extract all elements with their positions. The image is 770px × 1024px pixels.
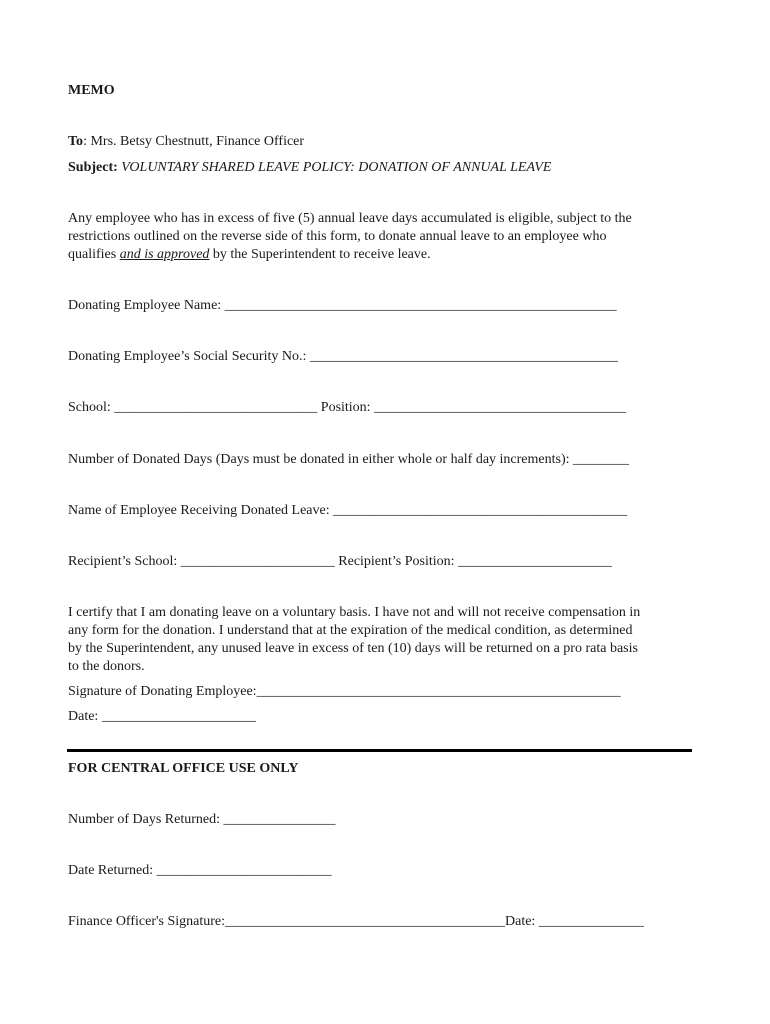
intro-line-3	[68, 246, 431, 264]
to-value: : Mrs. Betsy Chestnutt, Finance Officer	[83, 134, 305, 149]
subject-value: VOLUNTARY SHARED LEAVE POLICY: DONATION OF ANNUAL LEAVE	[121, 160, 552, 175]
finance-date-field[interactable]: Date: _______________	[505, 914, 644, 929]
certification-line-4: to the donors.	[68, 659, 145, 674]
recipient-school-field[interactable]: Recipient’s School: ______________________	[68, 554, 335, 569]
memo-heading: MEMO	[68, 83, 115, 98]
receiving-employee-name-field[interactable]: Name of Employee Receiving Donated Leave: __________________________________________	[68, 503, 628, 518]
intro-line-2: restrictions outlined on the reverse side of this form, to donate annual leave to an employee who	[68, 229, 607, 244]
donor-signature-field[interactable]: Signature of Donating Employee:____________________________________________________	[68, 684, 621, 699]
subject-label: Subject:	[68, 160, 118, 175]
recipient-row	[68, 553, 612, 571]
school-field[interactable]: School: _____________________________	[68, 400, 318, 415]
recipient-position-field[interactable]: Recipient’s Position: ______________________	[338, 554, 613, 569]
days-returned-field[interactable]: Number of Days Returned: ________________	[68, 812, 336, 827]
section-divider	[67, 749, 692, 752]
finance-officer-signature-field[interactable]: Finance Officer's Signature:________________________________________	[68, 914, 505, 929]
donor-date-field[interactable]: Date: ______________________	[68, 709, 256, 724]
certification-line-1: I certify that I am donating leave on a voluntary basis. I have not and will not receive compensation in	[68, 605, 641, 620]
intro-line-3-end: by the Superintendent to receive leave.	[209, 247, 431, 262]
position-field[interactable]: Position: ____________________________________	[320, 400, 627, 415]
intro-line-1: Any employee who has in excess of five (5) annual leave days accumulated is eligible, subject to the	[68, 211, 632, 226]
to-line	[68, 133, 304, 151]
donating-employee-ssn-field[interactable]: Donating Employee’s Social Security No.: ____________________________________________	[68, 349, 618, 364]
central-office-heading: FOR CENTRAL OFFICE USE ONLY	[68, 761, 299, 776]
to-label: To	[68, 134, 84, 149]
donating-employee-name-field[interactable]: Donating Employee Name: ________________________________________________________	[68, 298, 617, 313]
approved-emphasis: and is approved	[119, 247, 210, 262]
date-returned-field[interactable]: Date Returned: _________________________	[68, 863, 332, 878]
certification-line-2: any form for the donation. I understand that at the expiration of the medical condition, as determined	[68, 623, 633, 638]
certification-line-3: by the Superintendent, any unused leave in excess of ten (10) days will be returned on a pro rata basis	[68, 641, 638, 656]
subject-line	[68, 159, 551, 177]
finance-row	[68, 913, 644, 931]
donated-days-field[interactable]: Number of Donated Days (Days must be donated in either whole or half day increments): ________	[68, 452, 630, 467]
intro-line-3-start: qualifies	[68, 247, 120, 262]
school-position-row	[68, 399, 626, 417]
